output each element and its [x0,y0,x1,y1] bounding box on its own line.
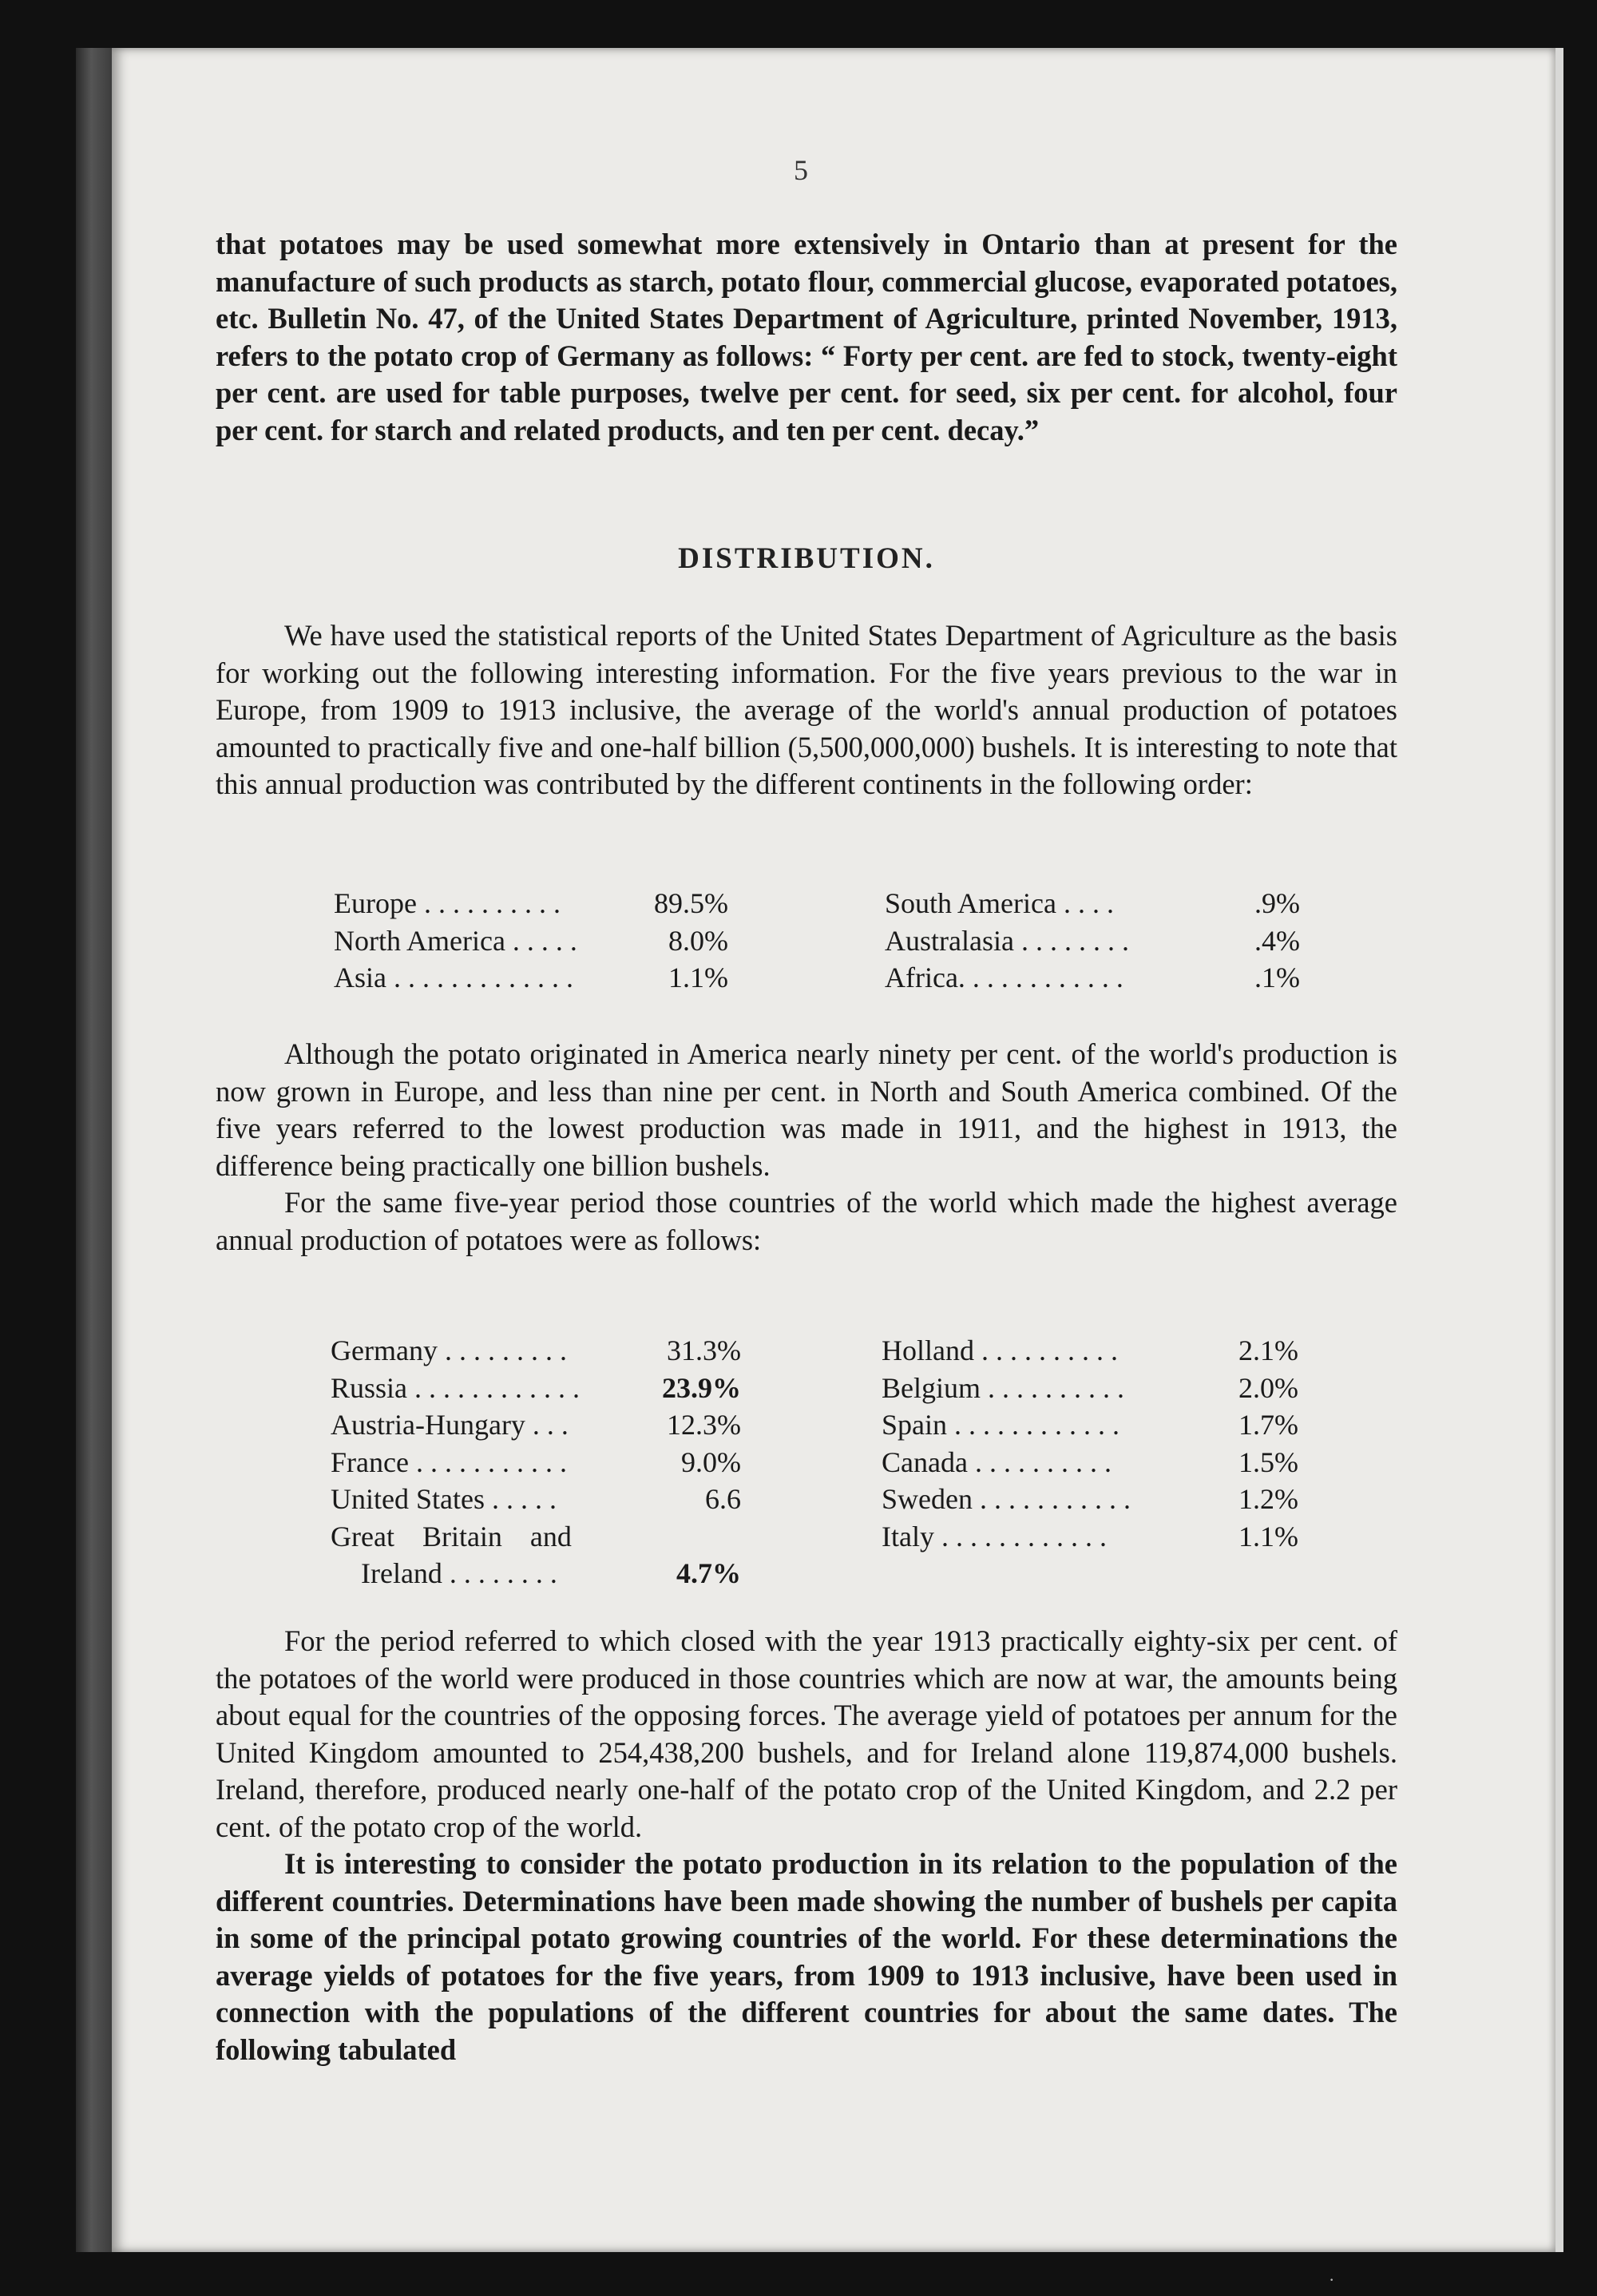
intro-paragraph: that potatoes may be used somewhat more extensively in Ontario than at present for the manufacture of such products as starch, potato flour, commercial glucose, evaporated potatoes, etc. Bulletin No. 47, of the United States Department of Agriculture, printed November, 1913, refers to the potato crop of Germany as follows: “ Forty per cent. are fed to stock, twenty-eight per cent. are used for table purposes, twelve per cent. for seed, six per cent. for alcohol, four per cent. for starch and related products, and ten per cent. decay.” [216,228,1397,446]
page-right-edge [1555,48,1563,2252]
table-row: Asia . . . . . . . . . . . . . 1.1% [334,962,728,993]
table-row: Belgium . . . . . . . . . . 2.0% [882,1371,1298,1404]
table-row: Holland . . . . . . . . . . 2.1% [882,1334,1298,1366]
table-row: United States . . . . . 6.6 [331,1483,741,1515]
table-row: Italy . . . . . . . . . . . . 1.1% [882,1520,1298,1552]
table-row: Canada . . . . . . . . . . 1.5% [882,1445,1298,1478]
war-paragraph-block [216,1623,1397,2068]
page-number: 5 [794,154,808,186]
table-row: Spain . . . . . . . . . . . . 1.7% [882,1409,1298,1441]
table-row: Sweden . . . . . . . . . . . 1.2% [882,1483,1298,1515]
continents-table-left [334,885,728,997]
table-row: North America . . . . . 8.0% [334,924,728,957]
origin-paragraph: Although the potato originated in America nearly ninety per cent. of the world's production is now grown in Europe, and less than nine per cent. in North and South America combined. Of the five years referred to the lowest production was made in 1911, and the highest in 1913, the difference being practically one billion bushels. [216,1037,1397,1182]
population-paragraph: It is interesting to consider the potato production in its relation to the population of the different countries. Determinations have been made showing the number of bushels per capita in some of the principal potato growing countries of the world. For these determinations the average yields of potatoes for the five years, from 1909 to 1913 inclusive, have been used in connection with the populations of the different countries for about the same dates. The following tabulated [216,1847,1397,2066]
countries-table-right [882,1332,1298,1555]
origin-paragraph-block [216,1036,1397,1259]
countries-intro-paragraph: For the same five-year period those countries of the world which made the highest average annual production of potatoes were as follows: [216,1186,1397,1256]
table-row: South America . . . . .9% [885,887,1300,919]
table-row: Austria-Hungary . . . 12.3% [331,1409,741,1441]
section-heading: DISTRIBUTION. [678,542,935,575]
table-row: Africa. . . . . . . . . . . . .1% [885,962,1300,993]
scan-speck: · [1329,2270,1335,2290]
intro-paragraph-block [216,226,1397,449]
war-paragraph: For the period referred to which closed with the year 1913 practically eighty-six per cent. of the potatoes of the world were produced in those countries which are now at war, the amounts being about equal for the countries of the opposing forces. The average yield of potatoes per annum for the United Kingdom amounted to 254,438,200 bushels, and for Ireland alone 119,874,000 bushels. Ireland, therefore, produced nearly one-half of the potato crop of the United Kingdom, and 2.2 per cent. of the potato crop of the world. [216,1624,1397,1843]
table-row: France . . . . . . . . . . . 9.0% [331,1445,741,1478]
distribution-paragraph: We have used the statistical reports of the United States Department of Agriculture as the basis for working out the following interesting information. For the five years previous to the war in Europe, from 1909 to 1913 inclusive, the average of the world's annual production of potatoes amounted to practically five and one-half billion (5,500,000,000) bushels. It is interesting to note that this annual production was contributed by the different continents in the following order: [216,619,1397,800]
book-spine-edge [76,48,114,2252]
table-row: Australasia . . . . . . . . .4% [885,924,1300,957]
table-row: Ireland . . . . . . . . 4.7% [361,1557,741,1589]
countries-table-left [331,1332,741,1592]
table-row: Great Britain and [331,1520,572,1552]
distribution-paragraph-block [216,617,1397,803]
table-row: Russia . . . . . . . . . . . . 23.9% [331,1371,741,1404]
table-row: Europe . . . . . . . . . . 89.5% [334,887,728,919]
table-row: Germany . . . . . . . . . 31.3% [331,1334,741,1366]
continents-table-right [885,885,1300,997]
